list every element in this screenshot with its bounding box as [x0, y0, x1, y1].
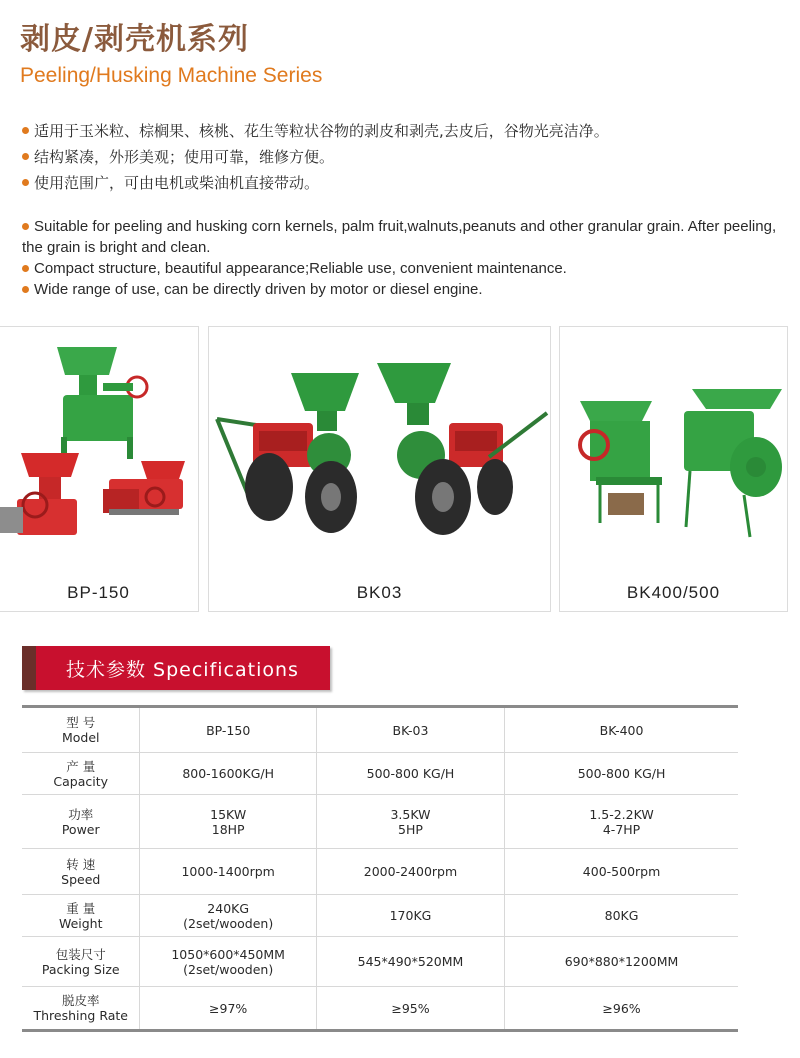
product-label: BK03 [356, 583, 403, 602]
feature-text: 结构紧凑，外形美观；使用可靠，维修方便。 [34, 148, 335, 166]
table-cell [140, 753, 316, 795]
cell-value: 240KG [207, 900, 250, 916]
row-label-en: Packing Size [41, 961, 120, 977]
bp150-machine-image [0, 327, 199, 577]
table-row [22, 937, 738, 987]
bk03-machine-image [209, 327, 551, 577]
table-cell [316, 707, 504, 753]
feature-item-cn [22, 170, 782, 196]
cell-value: ≥96% [602, 1000, 641, 1016]
row-label-en: Weight [58, 915, 103, 931]
product-card-bp150[interactable] [0, 326, 199, 612]
table-cell [316, 987, 504, 1031]
row-label-cn: 包装尺寸 [55, 946, 106, 962]
row-label-cn: 重 量 [66, 900, 96, 916]
cell-value: 690*880*1200MM [564, 954, 679, 969]
bullet-icon [22, 223, 29, 230]
row-label-cn: 转 速 [66, 856, 96, 872]
bullet-icon [22, 127, 29, 134]
row-label [22, 849, 140, 895]
product-card-bk03[interactable] [208, 326, 551, 612]
row-label-cn: 脱皮率 [61, 993, 100, 1008]
table-cell [140, 707, 316, 753]
row-label [22, 707, 140, 753]
row-label-cn: 型 号 [66, 715, 96, 730]
spec-section-accent [22, 646, 36, 690]
bullet-icon [22, 265, 29, 272]
product-label: BP-150 [67, 583, 130, 602]
table-cell [505, 895, 738, 937]
cell-value: BK-03 [392, 722, 429, 738]
page-title-cn: 剥皮/剥壳机系列 [20, 22, 249, 57]
table-row [22, 795, 738, 849]
table-cell [316, 895, 504, 937]
row-label-en: Threshing Rate [33, 1008, 128, 1023]
table-row [22, 987, 738, 1031]
table-row [22, 849, 738, 895]
feature-text: 使用范围广，可由电机或柴油机直接带动。 [34, 174, 320, 192]
table-cell [505, 707, 738, 753]
table-row [22, 895, 738, 937]
table-row [22, 707, 738, 753]
cell-value: 1.5-2.2KW [589, 806, 654, 822]
spec-section-title: 技术参数 Specifications [66, 659, 299, 681]
feature-item-cn [22, 118, 782, 144]
table-cell [140, 895, 316, 937]
cell-value: (2set/wooden) [183, 961, 274, 977]
page-title-en: Peeling/Husking Machine Series [20, 64, 323, 87]
feature-text: Wide range of use, can be directly driven by motor or diesel engine. [34, 281, 483, 298]
feature-item-en [22, 216, 782, 258]
cell-value: 3.5KW [390, 806, 431, 822]
cell-value: 1000-1400rpm [181, 864, 275, 879]
table-cell [505, 849, 738, 895]
bullet-icon [22, 179, 29, 186]
table-cell [140, 937, 316, 987]
bullet-icon [22, 286, 29, 293]
cell-value: (2set/wooden) [183, 915, 274, 931]
cell-value: 170KG [389, 908, 432, 923]
table-cell [505, 987, 738, 1031]
row-label [22, 987, 140, 1031]
table-cell [505, 753, 738, 795]
bullet-icon [22, 153, 29, 160]
cell-value: BP-150 [206, 722, 251, 738]
table-cell [316, 795, 504, 849]
row-label-en: Speed [61, 871, 101, 887]
cell-value: 15KW [210, 806, 247, 822]
feature-text: Suitable for peeling and husking corn kernels, palm fruit,walnuts,peanuts and other granular grain. After peeling, the grain is bright and clean. [22, 218, 777, 256]
cell-value: 4-7HP [602, 821, 641, 837]
row-label-en: Power [61, 821, 100, 837]
row-label-cn: 功率 [68, 806, 94, 822]
spec-table [22, 705, 738, 1032]
table-cell [316, 849, 504, 895]
row-label [22, 753, 140, 795]
table-cell [316, 937, 504, 987]
feature-list-cn [22, 118, 782, 196]
feature-item-cn [22, 144, 782, 170]
row-label [22, 895, 140, 937]
feature-text: 适用于玉米粒、棕榈果、核桃、花生等粒状谷物的剥皮和剥壳,去皮后，谷物光亮洁净。 [34, 122, 609, 140]
bk400-machine-image [560, 327, 788, 577]
table-cell [140, 795, 316, 849]
table-cell [505, 937, 738, 987]
cell-value: 400-500rpm [582, 864, 661, 879]
table-cell [140, 987, 316, 1031]
feature-list-en [22, 216, 782, 300]
table-cell [316, 753, 504, 795]
table-row [22, 753, 738, 795]
cell-value: 800-1600KG/H [182, 766, 275, 781]
product-gallery [0, 326, 800, 614]
feature-item-en [22, 279, 782, 300]
cell-value: ≥97% [209, 1000, 248, 1016]
cell-value: 18HP [211, 821, 245, 837]
cell-value: BK-400 [599, 722, 644, 738]
cell-value: 5HP [398, 821, 423, 837]
cell-value: 500-800 KG/H [366, 766, 455, 781]
cell-value: 2000-2400rpm [363, 864, 458, 879]
row-label-en: Model [61, 730, 100, 745]
feature-item-en [22, 258, 782, 279]
product-label: BK400/500 [626, 583, 721, 602]
row-label-cn: 产 量 [66, 758, 96, 774]
cell-value: 1050*600*450MM [171, 946, 285, 962]
cell-value: 500-800 KG/H [577, 766, 666, 781]
cell-value: 80KG [604, 908, 639, 923]
feature-text: Compact structure, beautiful appearance;Reliable use, convenient maintenance. [34, 260, 567, 277]
row-label-en: Capacity [53, 773, 109, 789]
row-label [22, 937, 140, 987]
table-cell [140, 849, 316, 895]
cell-value: 545*490*520MM [357, 954, 464, 969]
cell-value: ≥95% [391, 1000, 430, 1016]
row-label [22, 795, 140, 849]
product-card-bk400[interactable] [559, 326, 788, 612]
table-cell [505, 795, 738, 849]
